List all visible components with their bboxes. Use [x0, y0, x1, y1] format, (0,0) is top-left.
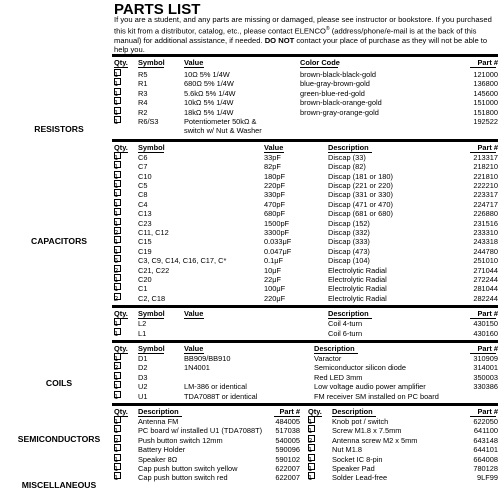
cell-text: switch w/ Nut & Washer [184, 126, 262, 136]
cell-text: Value [264, 142, 284, 152]
checkbox[interactable] [308, 435, 315, 442]
cell-text: R1 [138, 79, 148, 89]
qty-value: 1 [114, 454, 119, 464]
cell-text: 780128 [473, 464, 498, 473]
qty-value: 1 [114, 319, 119, 329]
cell-text: 622050 [473, 417, 498, 426]
qty-value: 1 [114, 391, 119, 401]
cell-text: C23 [138, 218, 152, 228]
qty-value: 1 [114, 275, 119, 284]
table-row [114, 392, 498, 402]
checkbox[interactable] [114, 463, 121, 470]
checkbox[interactable] [114, 180, 121, 187]
cell-text: C7 [138, 162, 148, 172]
qty-value: 1 [114, 98, 119, 108]
qty-value: 2 [114, 435, 119, 445]
qty-value: 1 [114, 372, 119, 382]
cell-text: R6/S3 [138, 117, 159, 126]
checkbox[interactable] [114, 435, 121, 442]
checkbox[interactable] [114, 328, 121, 335]
cell-text: 213317 [473, 152, 498, 162]
checkbox[interactable] [308, 472, 315, 479]
cell-text: C15 [138, 237, 152, 247]
cell-text: 220μF [264, 293, 286, 303]
section-label-semiconductors: SEMICONDUCTORS [17, 434, 101, 444]
cell-text: Cap push button switch red [138, 473, 228, 483]
cell-text: 330pF [264, 190, 285, 200]
cell-text: 644101 [473, 445, 498, 455]
cell-text: 1N4001 [184, 363, 210, 373]
cell-text: C19 [138, 246, 152, 256]
qty-value: 6 [114, 256, 119, 266]
qty-value: 1 [114, 237, 119, 247]
cell-text: R4 [138, 98, 148, 108]
cell-text: R2 [138, 107, 148, 117]
cell-text: Low voltage audio power amplifier [314, 382, 426, 392]
cell-text: 151800 [473, 107, 498, 117]
cell-text: 221810 [473, 171, 498, 181]
cell-text: 18kΩ 5% 1/4W [184, 107, 234, 117]
cell-text: D1 [138, 354, 148, 363]
checkbox[interactable] [114, 171, 121, 178]
cell-text: 9LF99 [477, 473, 498, 483]
cell-text: 222210 [473, 181, 498, 190]
cell-text: Discap (33) [328, 152, 366, 162]
cell-text: L2 [138, 319, 147, 329]
qty-value: 1 [114, 70, 119, 79]
cell-text: 590102 [275, 454, 300, 464]
cell-text: Symbol [138, 344, 165, 353]
cell-text: U1 [138, 391, 148, 401]
cell-text: 3300pF [264, 228, 290, 237]
cell-text: 223317 [473, 190, 498, 200]
checkbox[interactable] [308, 425, 315, 432]
cell-text: Potentiometer 50kΩ & [184, 117, 257, 126]
cell-text: C8 [138, 190, 148, 200]
cell-text: green-blue-red-gold [300, 88, 365, 98]
cell-text: Discap (331 or 330) [328, 190, 393, 200]
checkbox[interactable] [114, 283, 121, 290]
cell-text: PC board w/ installed U1 (TDA7088T) [138, 426, 263, 436]
cell-text: 330386 [473, 382, 498, 392]
cell-text: 622007 [275, 464, 300, 473]
cell-text: Discap (104) [328, 256, 370, 266]
checkbox[interactable] [114, 218, 121, 225]
header-underline [184, 67, 204, 68]
cell-text: Solder Lead-free [332, 473, 388, 483]
qty-value: 1 [114, 445, 119, 455]
checkbox[interactable] [114, 236, 121, 243]
cell-text: C21, C22 [138, 265, 170, 275]
cell-text: C13 [138, 209, 152, 219]
table-row [114, 329, 498, 339]
cell-text: Qty. [308, 407, 322, 416]
cell-text: Description [138, 407, 179, 416]
qty-value: 1 [114, 162, 119, 172]
cell-text: brown-gray-orange-gold [300, 107, 379, 117]
qty-value: 1 [308, 426, 313, 436]
section-label-capacitors: CAPACITORS [30, 236, 88, 246]
cell-text: 233310 [473, 228, 498, 237]
cell-text: 350003 [473, 372, 498, 382]
cell-text: Description [328, 142, 369, 152]
cell-text: 664008 [473, 454, 498, 464]
col-color-header: Color Code [300, 58, 340, 67]
cell-text: Part # [477, 344, 498, 353]
cell-text: Semiconductor silicon diode [314, 363, 407, 373]
cell-text: Antenna screw M2 x 5mm [332, 435, 418, 445]
cell-text: Description [332, 407, 373, 416]
qty-value: 1 [114, 171, 119, 181]
cell-text: Discap (181 or 180) [328, 171, 393, 181]
checkbox[interactable] [114, 116, 121, 123]
cell-text: Discap (221 or 220) [328, 181, 393, 190]
table-row-cont [114, 126, 498, 136]
page-title: PARTS LIST [114, 1, 201, 18]
checkbox[interactable] [114, 246, 121, 253]
cell-text: R5 [138, 70, 148, 79]
cell-text: 281044 [473, 284, 498, 294]
qty-value: 1 [114, 181, 119, 190]
col-qty-header: Qty. [114, 58, 128, 67]
cell-text: 192522 [473, 117, 498, 126]
cell-text: C10 [138, 171, 152, 181]
cell-text: 314001 [473, 363, 498, 373]
cell-text: 33pF [264, 152, 281, 162]
qty-value: 1 [114, 152, 119, 162]
cell-text: 10kΩ 5% 1/4W [184, 98, 234, 108]
cell-text: Knob pot / switch [332, 417, 389, 426]
col-symbol-header: Symbol [138, 58, 165, 67]
section-label-miscellaneous: MISCELLANEOUS [21, 480, 97, 490]
checkbox[interactable] [114, 391, 121, 398]
header-underline [300, 67, 338, 68]
cell-text: 244780 [473, 246, 498, 256]
checkbox[interactable] [308, 463, 315, 470]
cell-text: Coil 6-turn [328, 328, 363, 338]
cell-text: Speaker 8Ω [138, 454, 178, 464]
col-part-header: Part # [477, 58, 498, 67]
cell-text: Qty. [114, 344, 128, 353]
checkbox[interactable] [114, 353, 121, 360]
checkbox[interactable] [114, 255, 121, 262]
section-divider [112, 340, 498, 343]
cell-text: BB909/BB910 [184, 354, 231, 363]
qty-value: 1 [114, 218, 119, 228]
section-divider [112, 54, 498, 57]
cell-text: 231516 [473, 218, 498, 228]
qty-value: 1 [114, 417, 119, 426]
cell-text: Electrolytic Radial [328, 265, 387, 275]
cell-text: Antenna FM [138, 417, 179, 426]
checkbox[interactable] [114, 88, 121, 95]
cell-text: 430150 [473, 319, 498, 329]
cell-text: 641100 [473, 426, 498, 436]
section-label-coils: COILS [45, 378, 73, 388]
qty-value: 1 [308, 445, 313, 455]
cell-text: 1500pF [264, 218, 290, 228]
cell-text: 622007 [275, 473, 300, 483]
cell-text: 136800 [473, 79, 498, 89]
cell-text: Socket IC 8-pin [332, 454, 383, 464]
cell-text: 218210 [473, 162, 498, 172]
checkbox[interactable] [308, 444, 315, 451]
qty-value: 1 [114, 209, 119, 219]
cell-text: 271044 [473, 265, 498, 275]
cell-text: Value [184, 344, 204, 353]
qty-value: 1 [308, 454, 313, 464]
table-row [114, 294, 498, 304]
cell-text: R3 [138, 88, 148, 98]
qty-value: 2 [114, 293, 119, 303]
cell-text: 224717 [473, 199, 498, 209]
cell-text: C20 [138, 275, 152, 284]
cell-text: Part # [279, 407, 300, 416]
cell-text: 430160 [473, 328, 498, 338]
checkbox[interactable] [114, 69, 121, 76]
cell-text: 151000 [473, 98, 498, 108]
cell-text: Discap (473) [328, 246, 370, 256]
cell-text: 282244 [473, 293, 498, 303]
cell-text: Varactor [314, 354, 342, 363]
cell-text: Nut M1.8 [332, 445, 362, 455]
qty-value: 1 [114, 88, 119, 98]
cell-text: 680pF [264, 209, 285, 219]
section-label-resistors: RESISTORS [34, 124, 84, 134]
checkbox[interactable] [114, 189, 121, 196]
cell-text: C2, C18 [138, 293, 166, 303]
cell-text: 517038 [275, 426, 300, 436]
qty-cell [114, 473, 118, 482]
cell-text: 121000 [473, 70, 498, 79]
cell-text: 243318 [473, 237, 498, 247]
cell-text: TDA7088T or identical [184, 391, 258, 401]
qty-value: 1 [114, 190, 119, 200]
capacitor-header-row [114, 143, 498, 153]
checkbox[interactable] [114, 416, 121, 423]
cell-text: C3, C9, C14, C16, C17, C* [138, 256, 227, 266]
checkbox[interactable] [114, 107, 121, 114]
cell-text: 22μF [264, 275, 281, 284]
qty-value: 1 [114, 426, 119, 436]
cell-text: Part # [477, 407, 498, 416]
cell-text: 180pF [264, 171, 285, 181]
cell-text: Red LED 3mm [314, 372, 363, 382]
cell-text: Discap (471 or 470) [328, 199, 393, 209]
cell-text: 10μF [264, 265, 281, 275]
qty-value: 1 [114, 473, 119, 483]
cell-text: Discap (82) [328, 162, 366, 172]
checkbox[interactable] [114, 454, 121, 461]
cell-text: 82pF [264, 162, 281, 172]
qty-cell [308, 473, 312, 482]
checkbox[interactable] [114, 425, 121, 432]
cell-text: 470pF [264, 199, 285, 209]
checkbox[interactable] [114, 227, 121, 234]
cell-text: 5.6kΩ 5% 1/4W [184, 88, 236, 98]
cell-text: blue-gray-brown-gold [300, 79, 370, 89]
semi-header-row [114, 344, 498, 354]
cell-text: C6 [138, 152, 148, 162]
header-underline [470, 67, 496, 68]
cell-text: Discap (332) [328, 228, 370, 237]
cell-text: Value [184, 309, 204, 319]
cell-text: L1 [138, 328, 147, 338]
cell-text: C11, C12 [138, 228, 169, 237]
cell-text: 680Ω 5% 1/4W [184, 79, 234, 89]
checkbox[interactable] [114, 381, 121, 388]
qty-cell [114, 329, 118, 338]
col-value-header: Value [184, 58, 204, 67]
cell-text: D2 [138, 363, 148, 373]
cell-text: Electrolytic Radial [328, 284, 387, 294]
qty-value: 1 [114, 79, 119, 89]
checkbox[interactable] [114, 161, 121, 168]
cell-text: C1 [138, 284, 148, 294]
qty-value: 1 [114, 284, 119, 294]
cell-text: Discap (152) [328, 218, 370, 228]
cell-text: 540005 [275, 435, 300, 445]
cell-text: Symbol [138, 142, 165, 152]
cell-text: Coil 4-turn [328, 319, 363, 329]
checkbox[interactable] [114, 78, 121, 85]
coil-header-row [114, 309, 498, 319]
cell-text: FM receiver SM installed on PC board [314, 391, 439, 401]
cell-text: D3 [138, 372, 148, 382]
cell-text: brown-black-orange-gold [300, 98, 382, 108]
cell-text: 100μF [264, 284, 286, 294]
checkbox[interactable] [114, 97, 121, 104]
checkbox[interactable] [114, 199, 121, 206]
checkbox[interactable] [114, 472, 121, 479]
cell-text: LM-386 or identical [184, 382, 247, 392]
cell-text: Electrolytic Radial [328, 275, 387, 284]
cell-text: C5 [138, 181, 148, 190]
qty-value: 1 [114, 107, 119, 117]
checkbox[interactable] [114, 444, 121, 451]
header-underline [114, 67, 128, 68]
checkbox[interactable] [114, 208, 121, 215]
cell-text: Screw M1.8 x 7.5mm [332, 426, 402, 436]
table-row [114, 473, 498, 483]
qty-value: 1 [114, 117, 119, 126]
qty-value: 1 [114, 199, 119, 209]
cell-text: 226880 [473, 209, 498, 219]
cell-text: U2 [138, 382, 148, 392]
cell-text: 272244 [473, 275, 498, 284]
cell-text: Qty. [114, 142, 128, 152]
intro-paragraph: If you are a student, and any parts are missing or damaged, please see instructor or bookstore. If you purchased this kit from a distributor, catalog, etc., please contact ELENCO® (address/phone/e-mail is at the back of this manual) for additional assistance, if needed. DO NOT contact your place of purchase as they will not be able to help you. [114, 15, 492, 55]
cell-text: Push button switch 12mm [138, 435, 223, 445]
section-divider [112, 403, 498, 406]
qty-value: 2 [308, 435, 313, 445]
qty-value: 1 [308, 473, 313, 483]
qty-value: 1 [114, 354, 119, 363]
qty-value: 2 [114, 228, 119, 237]
section-divider [112, 139, 498, 142]
qty-value: 1 [308, 464, 313, 473]
cell-text: 10Ω 5% 1/4W [184, 70, 230, 79]
cell-text: brown-black-black-gold [300, 70, 376, 79]
checkbox[interactable] [114, 372, 121, 379]
header-underline [138, 67, 164, 68]
qty-cell [114, 294, 118, 303]
cell-text: Electrolytic Radial [328, 293, 387, 303]
cell-text: Part # [477, 309, 498, 319]
cell-text: 0.1μF [264, 256, 284, 266]
cell-text: Qty. [114, 309, 128, 319]
qty-value: 1 [114, 464, 119, 473]
qty-cell [114, 117, 118, 126]
cell-text: 310909 [473, 354, 498, 363]
cell-text: Discap (681 or 680) [328, 209, 393, 219]
qty-value: 1 [114, 328, 119, 338]
cell-text: Qty. [114, 407, 128, 416]
qty-cell [114, 392, 118, 401]
qty-value: 1 [308, 417, 313, 426]
section-divider [112, 305, 498, 308]
qty-value: 2 [114, 363, 119, 373]
checkbox[interactable] [114, 318, 121, 325]
qty-value: 1 [114, 246, 119, 256]
cell-text: 145600 [473, 88, 498, 98]
cell-text: Description [328, 309, 369, 319]
cell-text: 590096 [275, 445, 300, 455]
cell-text: Cap push button switch yellow [138, 464, 238, 473]
cell-text: 251010 [473, 256, 498, 266]
checkbox[interactable] [114, 265, 121, 272]
cell-text: Battery Holder [138, 445, 186, 455]
cell-text: Description [314, 344, 355, 353]
cell-text: 220pF [264, 181, 285, 190]
checkbox[interactable] [308, 416, 315, 423]
qty-value: 2 [114, 265, 119, 275]
checkbox[interactable] [114, 362, 121, 369]
cell-text: Speaker Pad [332, 464, 375, 473]
cell-text: Discap (333) [328, 237, 370, 247]
checkbox[interactable] [114, 293, 121, 300]
cell-text: C4 [138, 199, 148, 209]
qty-value: 1 [114, 382, 119, 392]
cell-text: Symbol [138, 309, 165, 319]
cell-text: Part # [477, 142, 498, 152]
checkbox[interactable] [114, 152, 121, 159]
cell-text: 0.033μF [264, 237, 292, 247]
cell-text: 0.047μF [264, 246, 292, 256]
cell-text: 484005 [275, 417, 300, 426]
cell-text: 643148 [473, 435, 498, 445]
checkbox[interactable] [114, 274, 121, 281]
checkbox[interactable] [308, 454, 315, 461]
